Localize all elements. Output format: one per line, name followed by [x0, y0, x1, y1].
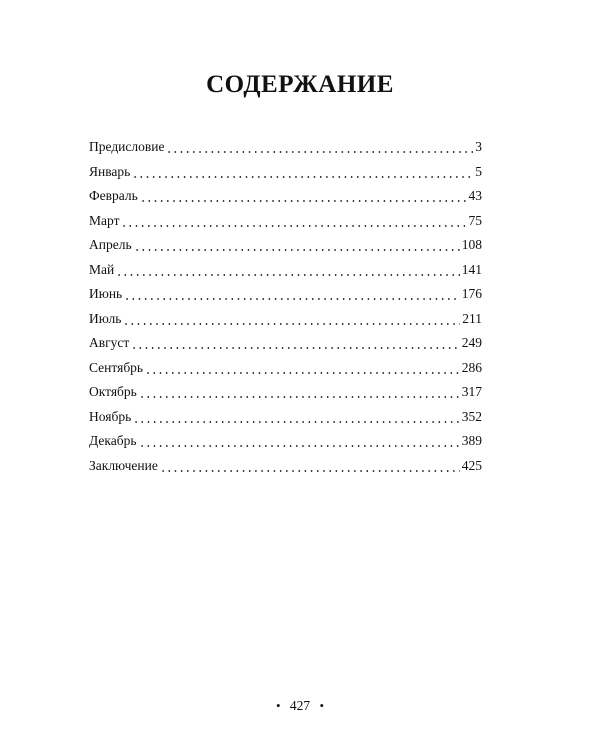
toc-entry-page-number: 317: [461, 384, 482, 399]
toc-entry-page-number: 286: [461, 359, 482, 375]
toc-entry-page-number: 176: [461, 286, 482, 301]
toc-entry-page-number: 43: [468, 188, 482, 203]
toc-entry-label: Июль: [89, 310, 122, 326]
toc-entry-label: Сентябрь: [89, 359, 144, 375]
toc-entry[interactable]: [89, 209, 482, 234]
dot-leader: [116, 266, 460, 276]
dot-leader: [132, 168, 473, 178]
dot-leader: [140, 192, 467, 202]
dot-leader: [133, 413, 460, 423]
toc-entry-label: Июнь: [89, 286, 123, 301]
table-of-contents: [89, 135, 482, 478]
toc-entry[interactable]: [89, 356, 482, 381]
toc-entry-page-number: 5: [475, 163, 482, 179]
toc-entry-label: Декабрь: [89, 433, 137, 448]
toc-entry-label: Май: [89, 261, 115, 277]
page-number: 427: [289, 698, 311, 713]
dot-leader: [160, 462, 460, 472]
toc-entry[interactable]: [89, 135, 482, 160]
page-title: СОДЕРЖАНИЕ: [206, 71, 394, 98]
dot-leader: [124, 290, 460, 300]
toc-entry[interactable]: [89, 184, 482, 209]
dot-leader: [121, 217, 466, 227]
dot-leader: [139, 437, 460, 447]
toc-entry[interactable]: [89, 258, 482, 283]
toc-entry[interactable]: [89, 233, 482, 258]
toc-entry-label: Февраль: [89, 188, 138, 203]
toc-entry-label: Октябрь: [89, 384, 137, 399]
toc-entry-label: Предисловие: [89, 139, 165, 154]
toc-entry-page-number: 141: [461, 261, 482, 277]
toc-entry-label: Апрель: [89, 237, 132, 252]
dot-leader: [131, 339, 459, 349]
dot-leader: [123, 315, 460, 325]
toc-entry[interactable]: [89, 160, 482, 185]
toc-entry-page-number: 352: [461, 408, 482, 424]
toc-entry-page-number: 425: [461, 457, 482, 473]
toc-entry[interactable]: [89, 282, 482, 307]
toc-entry-page-number: 249: [461, 335, 482, 350]
toc-entry-page-number: 75: [468, 212, 482, 228]
folio-ornament-left: •: [275, 698, 281, 713]
dot-leader: [134, 241, 460, 251]
dot-leader: [145, 364, 460, 374]
toc-entry[interactable]: [89, 331, 482, 356]
toc-entry[interactable]: [89, 429, 482, 454]
toc-entry[interactable]: [89, 405, 482, 430]
toc-entry-page-number: 211: [462, 310, 482, 326]
toc-entry-page-number: 3: [475, 139, 482, 154]
toc-entry-label: Август: [89, 335, 130, 350]
page-number-footer: [0, 697, 600, 715]
folio-ornament-right: •: [319, 698, 325, 713]
dot-leader: [139, 388, 460, 398]
toc-entry-label: Ноябрь: [89, 408, 132, 424]
toc-entry[interactable]: [89, 454, 482, 479]
toc-entry-label: Март: [89, 212, 120, 228]
dot-leader: [166, 143, 473, 153]
toc-entry[interactable]: [89, 380, 482, 405]
toc-entry[interactable]: [89, 307, 482, 332]
toc-entry-page-number: 108: [461, 237, 482, 252]
toc-entry-label: Январь: [89, 163, 131, 179]
toc-entry-label: Заключение: [89, 457, 158, 473]
toc-entry-page-number: 389: [461, 433, 482, 448]
